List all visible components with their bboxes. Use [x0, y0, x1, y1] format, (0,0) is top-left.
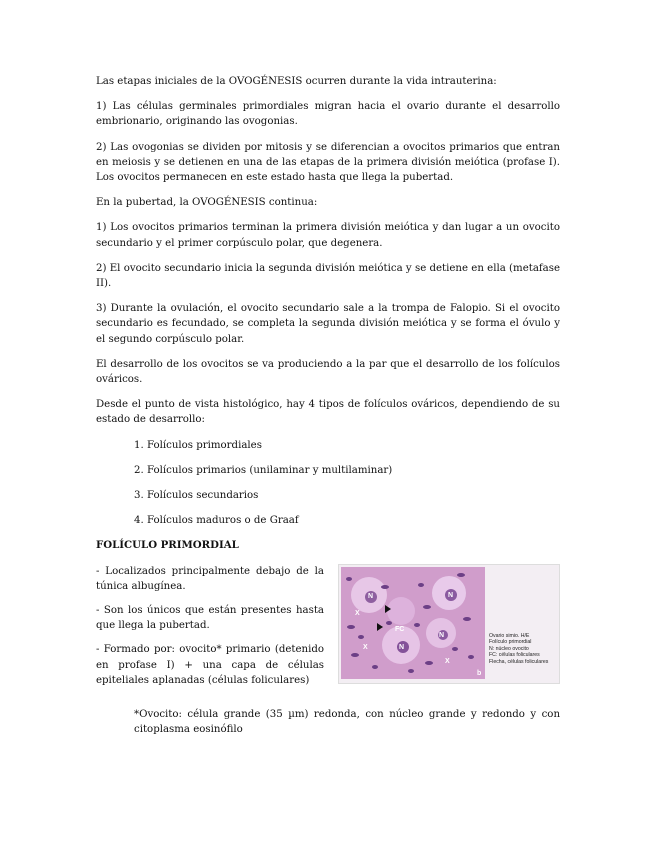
paragraph-puberty-1: 1) Los ovocitos primarios terminan la primera división meiótica y dan lugar a un ovocito secundario y el primer corpúsculo polar, que degenera.	[96, 222, 560, 249]
micrograph-image	[341, 567, 485, 679]
figure-label: FC	[395, 625, 405, 633]
bullet-item: - Formado por: ovocito* primario (detenido en profase I) + una capa de células epiteliales aplanadas (células foliculares)	[96, 644, 324, 686]
legend-line: Flecha, células foliculares	[489, 659, 549, 666]
list-item: 2. Folículos primarios (unilaminar y multilaminar)	[134, 464, 393, 476]
histology-figure	[338, 564, 560, 684]
list-item: 3. Folículos secundarios	[134, 490, 259, 502]
paragraph-histology: Desde el punto de vista histológico, hay 4 tipos de folículos ováricos, dependiendo de su estado de desarrollo:	[96, 399, 560, 426]
bullet-item: - Localizados principalmente debajo de la túnica albugínea.	[96, 565, 324, 592]
figure-label: N	[399, 643, 405, 651]
paragraph-development: El desarrollo de los ovocitos se va produciendo a la par que el desarrollo de los folículos ováricos.	[96, 358, 560, 386]
section-heading: FOLÍCULO PRIMORDIAL	[96, 539, 239, 552]
bullet-list	[96, 564, 324, 697]
legend-line: Ovario simio. H/E	[489, 632, 530, 639]
figure-label: b	[477, 669, 482, 677]
figure-legend	[489, 633, 557, 666]
figure-label: N	[439, 631, 445, 639]
follicle-type-list	[134, 438, 560, 529]
paragraph-puberty: En la pubertad, la OVOGÉNESIS continua:	[96, 197, 318, 209]
paragraph-puberty-2: 2) El ovocito secundario inicia la segunda división meiótica y se detiene en ella (metafase II).	[96, 262, 560, 290]
paragraph-step-2: 2) Las ovogonias se dividen por mitosis y se diferencian a ovocitos primarios que entran en meiosis y se detienen en una de las etapas de la primera división meiótica (profase I). Los ovocitos permanecen en este estado hasta que llega la pubertad.	[96, 141, 560, 184]
paragraph-puberty-3: 3) Durante la ovulación, el ovocito secundario sale a la trompa de Falopio. Si el ovocito secundario es fecundado, se completa la segunda división meiótica y se forma el óvulo y el segundo corpúsculo polar.	[96, 303, 560, 345]
paragraph-intro: Las etapas iniciales de la OVOGÉNESIS ocurren durante la vida intrauterina:	[96, 76, 497, 87]
figure-label: X	[445, 657, 450, 665]
legend-line: N: núcleo ovocito	[489, 645, 529, 652]
list-item: 1. Folículos primordiales	[134, 439, 262, 451]
list-item: 4. Folículos maduros o de Graaf	[134, 515, 299, 527]
figure-label: X	[355, 609, 360, 617]
figure-label: X	[363, 643, 368, 651]
document-page	[96, 74, 560, 738]
legend-line: Folículo primordial	[489, 639, 532, 646]
legend-line: FC: células foliculares	[489, 652, 540, 659]
figure-label: N	[448, 591, 454, 599]
bullet-item: - Son los únicos que están presentes hasta que llega la pubertad.	[96, 605, 324, 632]
primordial-section	[96, 564, 560, 697]
footnote: *Ovocito: célula grande (35 µm) redonda, con núcleo grande y redondo y con citoplasma eosinófilo	[134, 709, 560, 736]
figure-label: N	[368, 592, 374, 600]
paragraph-step-1: 1) Las células germinales primordiales migran hacia el ovario durante el desarrollo embrionario, originando las ovogonias.	[96, 101, 560, 128]
